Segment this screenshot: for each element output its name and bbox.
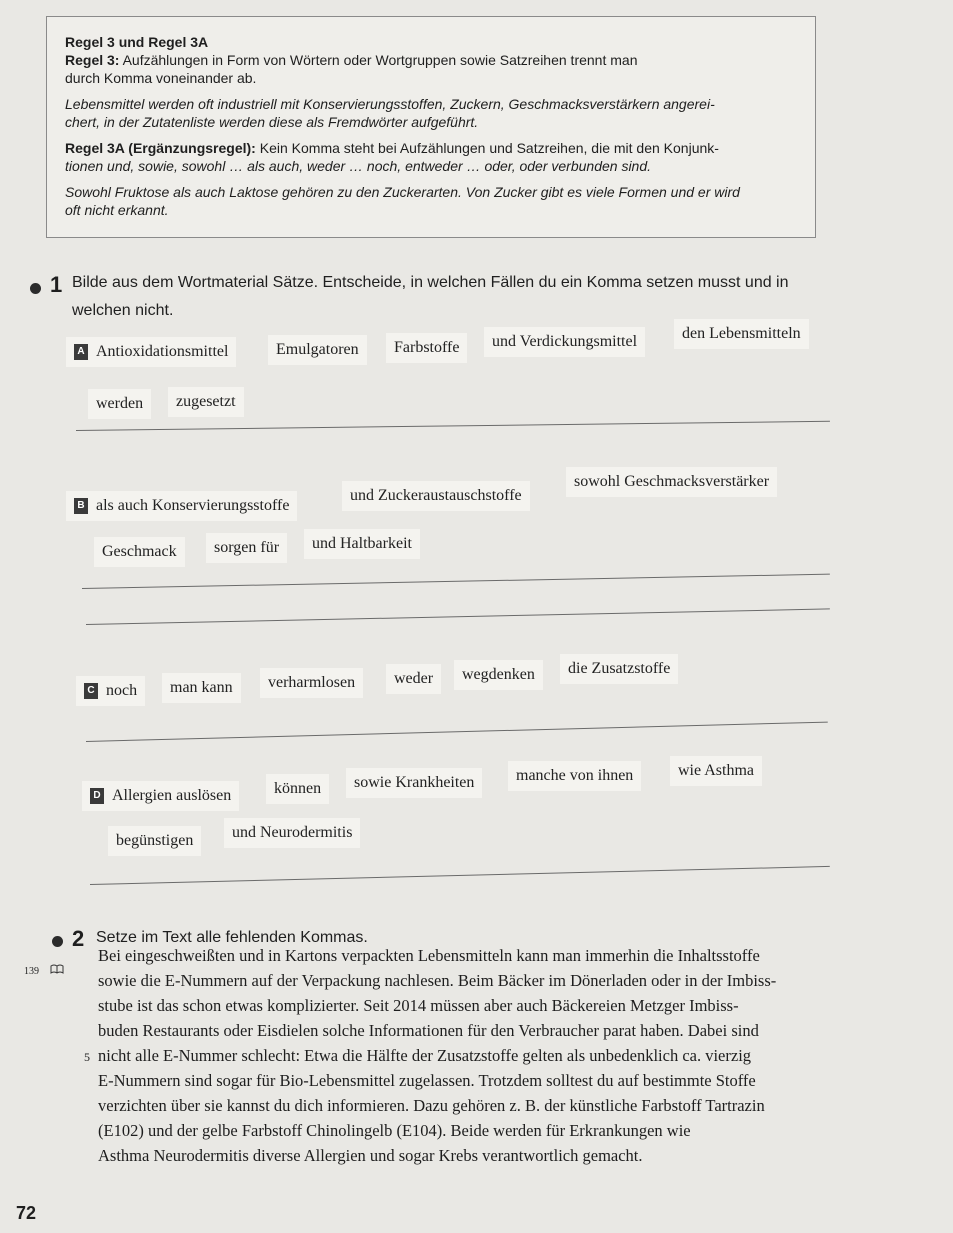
word-chip-d-4[interactable]: manche von ihnen bbox=[508, 761, 641, 791]
margin-page-reference: 139 bbox=[24, 966, 39, 977]
answer-line-b-1[interactable] bbox=[82, 574, 830, 589]
page-number: 72 bbox=[16, 1203, 37, 1223]
rule3a-label: Regel 3A (Ergänzungsregel): bbox=[65, 140, 256, 156]
text-line-7: verzichten über sie kannst du dich informieren. Dazu gehören z. B. der künstliche Farbstoff Tartrazin bbox=[98, 1096, 765, 1115]
word-chip-a-5[interactable]: den Lebensmitteln bbox=[674, 319, 809, 349]
group-label-c: C bbox=[84, 683, 98, 699]
answer-line-d[interactable] bbox=[90, 866, 830, 885]
text-line-6: E-Nummern sind sogar für Bio-Lebensmittel zugelassen. Trotzdem solltest du auf bestimmte Stoffe bbox=[98, 1071, 756, 1090]
word-chip-b-6[interactable]: und Haltbarkeit bbox=[304, 529, 420, 559]
word-chip-c-5[interactable]: wegdenken bbox=[454, 660, 543, 690]
text-line-9: Asthma Neurodermitis diverse Allergien und sogar Krebs verantwortlich gemacht. bbox=[98, 1146, 643, 1165]
text-line-8: (E102) und der gelbe Farbstoff Chinolingelb (E104). Beide werden für Erkrankungen wie bbox=[98, 1121, 691, 1140]
task2-bullet bbox=[52, 936, 63, 947]
task1-instruction-1: Bilde aus dem Wortmaterial Sätze. Entscheide, in welchen Fällen du ein Komma setzen musst und in bbox=[72, 274, 789, 291]
word-chip-c-6[interactable]: die Zusatzstoffe bbox=[560, 654, 678, 684]
word-chip-d-7[interactable]: und Neurodermitis bbox=[224, 818, 360, 848]
group-label-d: D bbox=[90, 788, 104, 804]
word-chip-c-3[interactable]: verharmlosen bbox=[260, 668, 363, 698]
rule3a-text-1: Kein Komma steht bei Aufzählungen und Satzreihen, die mit den Konjunk- bbox=[255, 140, 719, 156]
word-chip-d-6[interactable]: begünstigen bbox=[108, 826, 201, 856]
task2-instruction: Setze im Text alle fehlenden Kommas. bbox=[96, 929, 368, 946]
word-chip-d-3[interactable]: sowie Krankheiten bbox=[346, 768, 482, 798]
line-marker: 5 bbox=[84, 1050, 90, 1064]
task1-number: 1 bbox=[50, 272, 63, 297]
example2-line-1: Sowohl Fruktose als auch Laktose gehören zu den Zuckerarten. Von Zucker gibt es viele Formen und er wird bbox=[65, 184, 740, 200]
task2-number: 2 bbox=[72, 926, 85, 951]
word-chip-d-2[interactable]: können bbox=[266, 774, 329, 804]
example1-line-1: Lebensmittel werden oft industriell mit Konservierungsstoffen, Zuckern, Geschmacksverstärkern angerei- bbox=[65, 96, 715, 112]
rule3-text-1: Aufzählungen in Form von Wörtern oder Wortgruppen sowie Satzreihen trennt man bbox=[119, 52, 638, 68]
text-line-4: buden Restaurants oder Eisdielen solche Informationen für den Verbraucher parat haben. Dabei sind bbox=[98, 1021, 759, 1040]
rule3-line-2: durch Komma voneinander ab. bbox=[65, 70, 257, 86]
word-chip-c-4[interactable]: weder bbox=[386, 664, 441, 694]
word-chip-c-2[interactable]: man kann bbox=[162, 673, 241, 703]
word-chip-b-3[interactable]: sowohl Geschmacksverstärker bbox=[566, 467, 777, 497]
text-line-2: sowie die E-Nummern auf der Verpackung nachlesen. Beim Bäcker im Dönerladen oder in der Imbiss- bbox=[98, 971, 777, 990]
group-label-a: A bbox=[74, 344, 88, 360]
word-chip-d-5[interactable]: wie Asthma bbox=[670, 756, 762, 786]
word-chip-b-2[interactable]: und Zuckeraustauschstoffe bbox=[342, 481, 530, 511]
word-chip-a-6[interactable]: werden bbox=[88, 389, 151, 419]
word-chip-a-4[interactable]: und Verdickungsmittel bbox=[484, 327, 645, 357]
word-chip-c-1[interactable]: C noch bbox=[76, 676, 145, 706]
rule3-line-1 bbox=[65, 51, 637, 69]
text-line-5: nicht alle E-Nummer schlecht: Etwa die Hälfte der Zusatzstoffe gelten als unbedenklich ca. vierzig bbox=[98, 1046, 752, 1065]
word-chip-a-1[interactable]: A Antioxidationsmittel bbox=[66, 337, 236, 367]
answer-line-b-2[interactable] bbox=[86, 608, 830, 625]
example2-line-2: oft nicht erkannt. bbox=[65, 202, 169, 218]
word-chip-a-3[interactable]: Farbstoffe bbox=[386, 333, 467, 363]
text-line-1: Bei eingeschweißten und in Kartons verpackten Lebensmitteln kann man immerhin die Inhaltsstoffe bbox=[98, 946, 760, 965]
example1-line-2: chert, in der Zutatenliste werden diese als Fremdwörter aufgeführt. bbox=[65, 114, 479, 130]
word-chip-b-4[interactable]: Geschmack bbox=[94, 537, 185, 567]
rule3a-line-1 bbox=[65, 139, 719, 157]
text-line-3: stube ist das schon etwas komplizierter. Seit 2014 müssen aber auch Bäckereien Metzger Imbiss- bbox=[98, 996, 739, 1015]
word-chip-b-1[interactable]: B als auch Konservierungsstoffe bbox=[66, 491, 297, 521]
rule-box bbox=[46, 16, 816, 238]
word-chip-d-1[interactable]: D Allergien auslösen bbox=[82, 781, 239, 811]
rule3a-line-2: tionen und, sowie, sowohl … als auch, weder … noch, entweder … oder, oder verbunden sind. bbox=[65, 158, 652, 174]
task1-instruction-2: welchen nicht. bbox=[72, 302, 174, 319]
word-chip-a-7[interactable]: zugesetzt bbox=[168, 387, 244, 417]
word-chip-a-2[interactable]: Emulgatoren bbox=[268, 335, 367, 365]
task1-bullet bbox=[30, 283, 41, 294]
answer-line-c[interactable] bbox=[86, 722, 828, 742]
rule3-label: Regel 3: bbox=[65, 52, 120, 68]
rule-heading: Regel 3 und Regel 3A bbox=[65, 34, 209, 50]
group-label-b: B bbox=[74, 498, 88, 514]
word-chip-b-5[interactable]: sorgen für bbox=[206, 533, 287, 563]
answer-line-a[interactable] bbox=[76, 421, 830, 431]
book-reference-icon bbox=[50, 964, 64, 974]
